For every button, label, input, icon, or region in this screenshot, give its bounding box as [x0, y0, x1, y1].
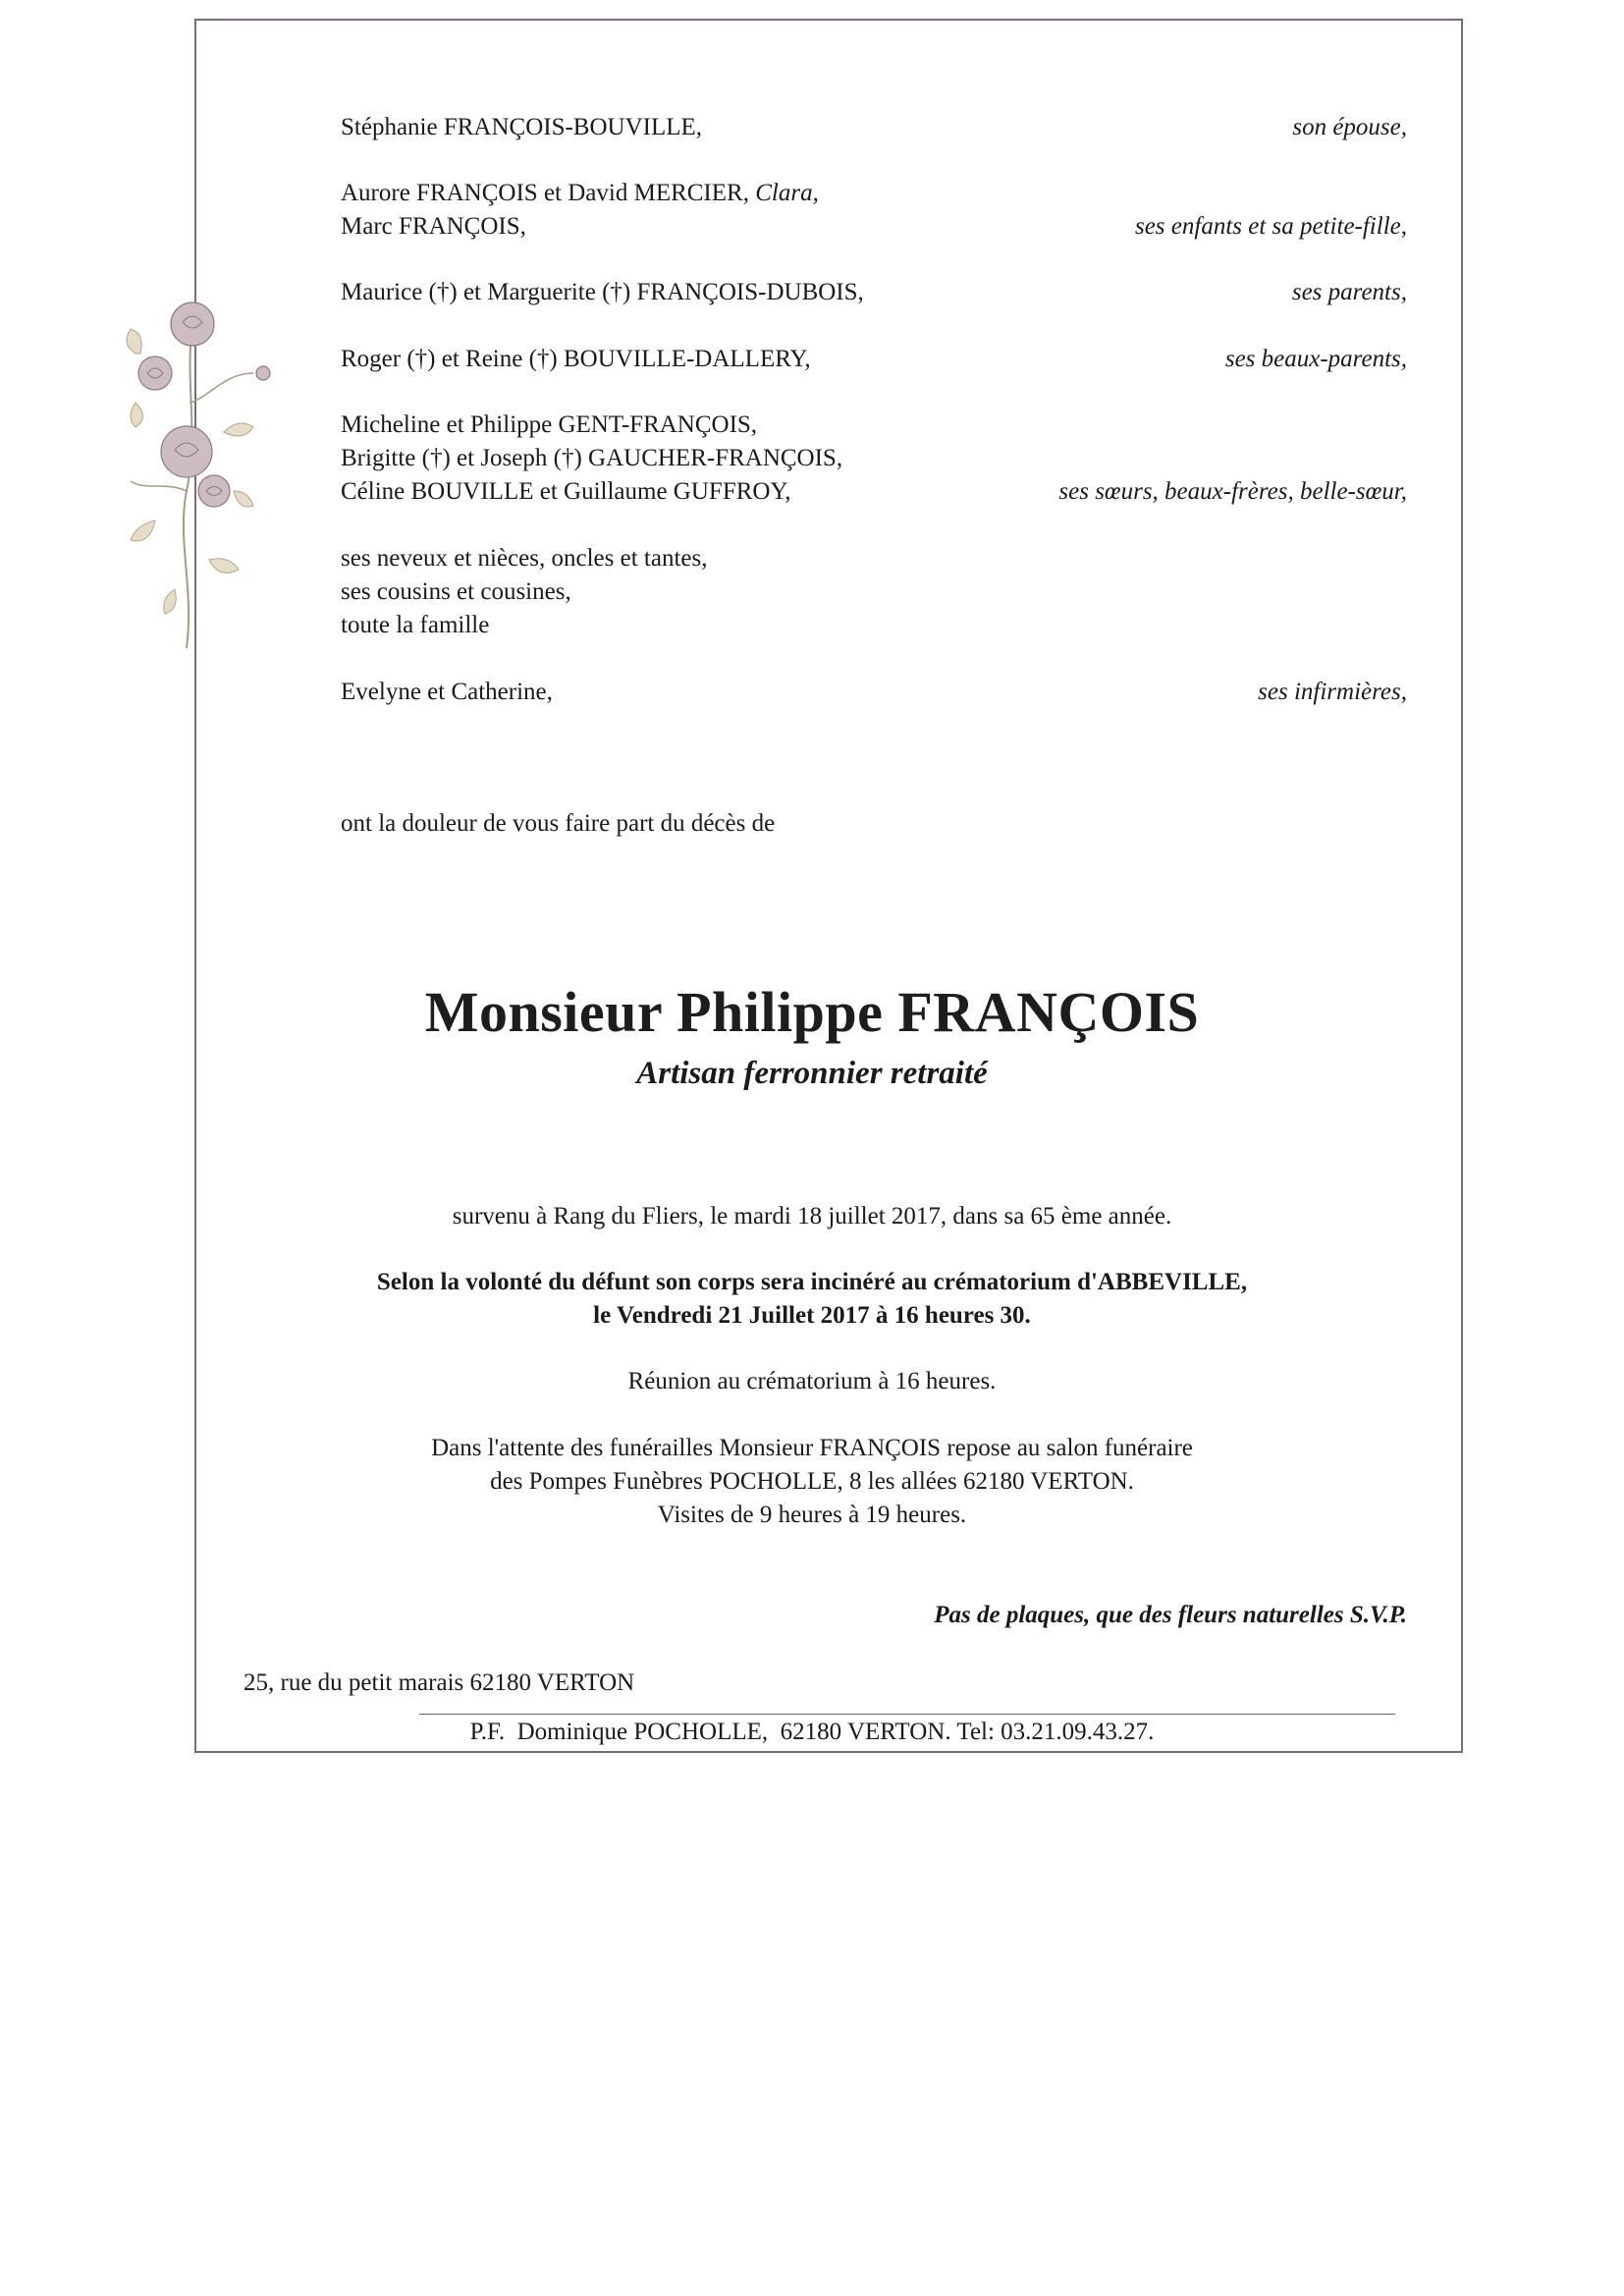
family-address: 25, rue du petit marais 62180 VERTON — [244, 1669, 635, 1696]
in-laws-role: ses beaux-parents, — [1224, 346, 1407, 372]
cremation-line-1: Selon la volonté du défunt son corps sera incinéré au crématorium d'ABBEVILLE, — [376, 1269, 1248, 1295]
siblings-line-1: Micheline et Philippe GENT-FRANÇOIS, — [341, 411, 758, 438]
in-laws-names: Roger (†) et Reine (†) BOUVILLE-DALLERY, — [341, 346, 811, 372]
rose-illustration — [116, 295, 273, 658]
death-details: survenu à Rang du Fliers, le mardi 18 juillet 2017, dans sa 65 ème année. — [452, 1203, 1172, 1230]
grandchild-name: Clara, — [755, 180, 819, 206]
extended-line-2: ses cousins et cousines, — [341, 578, 571, 605]
visits-info: Visites de 9 heures à 19 heures. — [657, 1502, 967, 1528]
nurses-role: ses infirmières, — [1258, 679, 1407, 705]
parents-role: ses parents, — [1291, 279, 1407, 305]
children-role: ses enfants et sa petite-fille, — [1134, 213, 1407, 240]
children-names: Aurore FRANÇOIS et David MERCIER, — [341, 180, 749, 206]
deceased-occupation: Artisan ferronnier retraité — [636, 1056, 988, 1091]
extended-line-1: ses neveux et nièces, oncles et tantes, — [341, 545, 708, 572]
flowers-note: Pas de plaques, que des fleurs naturelles S.V.P. — [934, 1602, 1407, 1628]
rest-line-1: Dans l'attente des funérailles Monsieur FRANÇOIS repose au salon funéraire — [431, 1435, 1193, 1461]
siblings-line-2: Brigitte (†) et Joseph (†) GAUCHER-FRANÇOIS, — [341, 445, 843, 471]
nurses-names: Evelyne et Catherine, — [341, 679, 553, 705]
siblings-role: ses sœurs, beaux-frères, belle-sœur, — [1058, 478, 1407, 505]
announcement-text: ont la douleur de vous faire part du décès de — [341, 810, 776, 837]
deceased-name: Monsieur Philippe FRANÇOIS — [424, 980, 1200, 1044]
spouse-role: son épouse, — [1292, 114, 1407, 140]
siblings-line-3: Céline BOUVILLE et Guillaume GUFFROY, — [341, 478, 791, 505]
parents-names: Maurice (†) et Marguerite (†) FRANÇOIS-DUBOIS, — [341, 279, 864, 305]
meeting-info: Réunion au crématorium à 16 heures. — [627, 1368, 997, 1394]
rest-line-2: des Pompes Funèbres POCHOLLE, 8 les allées 62180 VERTON. — [490, 1468, 1134, 1495]
children-line — [341, 177, 819, 210]
footer-divider — [419, 1714, 1395, 1715]
cremation-line-2: le Vendredi 21 Juillet 2017 à 16 heures 30. — [593, 1302, 1031, 1329]
children-line-2: Marc FRANÇOIS, — [341, 213, 526, 240]
extended-line-3: toute la famille — [341, 612, 490, 638]
spouse-name: Stéphanie FRANÇOIS-BOUVILLE, — [341, 114, 703, 140]
funeral-home-info: P.F. Dominique POCHOLLE, 62180 VERTON. Tel: 03.21.09.43.27. — [469, 1719, 1155, 1745]
